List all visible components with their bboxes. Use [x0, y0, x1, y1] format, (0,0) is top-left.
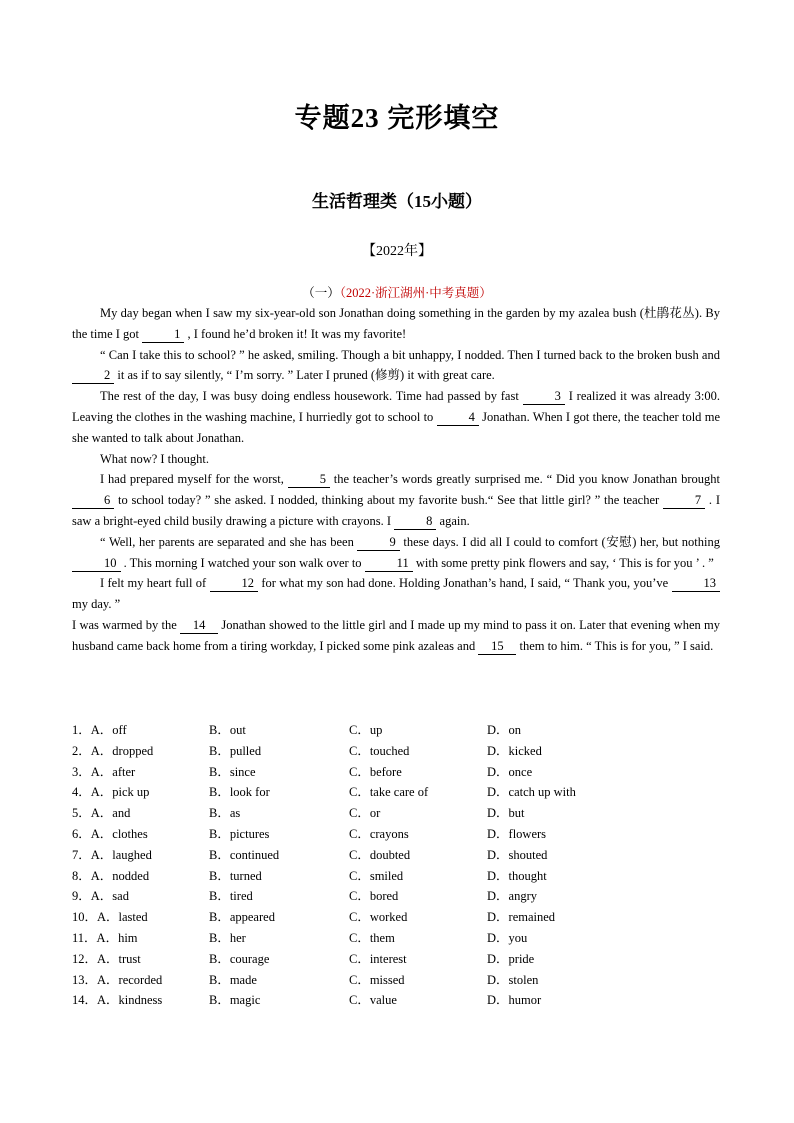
- option-d: D．remained: [487, 910, 556, 925]
- option-a: 1．A．off: [72, 723, 127, 737]
- option-b: B．her: [209, 930, 246, 945]
- option-a: 8．A．nodded: [72, 868, 150, 883]
- option-b: B．pulled: [209, 743, 262, 758]
- blank: 4: [437, 410, 479, 426]
- blank: 11: [365, 556, 413, 572]
- passage-text: again.: [436, 513, 470, 528]
- option-c: C．doubted: [349, 847, 411, 862]
- option-b: B．look for: [209, 785, 270, 800]
- option-c: C．smiled: [349, 868, 404, 883]
- question-number: （一）: [302, 286, 340, 300]
- option-a: 5．A．and: [72, 806, 131, 821]
- passage-paragraph: [72, 345, 720, 387]
- passage-text: Jonathan showed to the little girl and I made up my mind to pass it on. Later that evening when my husband came back home from a tiring workday, I picked some pink azaleas and: [72, 617, 720, 653]
- passage-text: What now? I thought.: [100, 451, 210, 466]
- option-a: 13．A．recorded: [72, 972, 163, 987]
- option-c: C．value: [349, 993, 397, 1008]
- option-d: D．humor: [487, 993, 542, 1008]
- blank: 8: [394, 514, 436, 530]
- section-subtitle: 生活哲理类（15小题）: [312, 192, 482, 211]
- passage-text: it as if to say silently, “ I’m sorry. ” Later I pruned (修剪) it with great care.: [114, 368, 495, 383]
- passage-text: I felt my heart full of: [100, 576, 210, 591]
- year-label: 【2022年】: [362, 244, 432, 259]
- option-row: [72, 866, 722, 887]
- option-b: B．pictures: [209, 826, 270, 841]
- passage-text: them to him. “ This is for you, ” I said.: [516, 638, 714, 653]
- option-d: D．kicked: [487, 743, 542, 758]
- blank: 9: [357, 535, 399, 551]
- option-a: 10．A．lasted: [72, 910, 148, 925]
- option-row: [72, 762, 722, 783]
- option-row: [72, 720, 722, 741]
- passage-paragraph: [72, 303, 720, 345]
- option-row: [72, 990, 722, 1011]
- passage-text: my day. ”: [72, 597, 121, 612]
- blank: 2: [72, 368, 114, 384]
- option-b: B．made: [209, 972, 257, 987]
- passage-paragraph: [72, 449, 720, 470]
- passage-text: Jonathan. When I got there, the teacher told me she wanted to talk about Jonathan.: [72, 409, 720, 445]
- option-d: D．flowers: [487, 826, 547, 841]
- option-row: [72, 949, 722, 970]
- option-c: C．touched: [349, 743, 410, 758]
- option-a: 4．A．pick up: [72, 785, 150, 800]
- option-b: B．turned: [209, 868, 262, 883]
- option-c: C．take care of: [349, 785, 429, 800]
- option-a: 9．A．sad: [72, 889, 129, 904]
- passage-text: with some pretty pink flowers and say, ‘ This is for you ’ . ”: [412, 555, 714, 570]
- passage-text: the teacher’s words greatly surprised me. “ Did you know Jonathan brought: [329, 472, 721, 487]
- option-row: [72, 782, 722, 803]
- passage-text: I was warmed by the: [72, 617, 181, 632]
- option-a: 7．A．laughed: [72, 847, 152, 862]
- blank: 7: [663, 493, 705, 509]
- option-c: C．or: [349, 806, 381, 821]
- answer-options: [72, 720, 722, 1011]
- passage-text: “ Well, her parents are separated and she has been: [100, 534, 358, 549]
- passage-text: I realized it was already 3:00. Leaving the clothes in the washing machine, I hurriedly got to school to: [72, 389, 720, 424]
- option-d: D．thought: [487, 868, 547, 883]
- option-b: B．as: [209, 806, 241, 821]
- blank: 12: [210, 576, 259, 592]
- passage-paragraph: [72, 532, 720, 574]
- option-a: 11．A．him: [72, 930, 138, 945]
- passage-paragraph: [72, 386, 720, 448]
- option-c: C．up: [349, 723, 383, 737]
- option-b: B．appeared: [209, 910, 275, 925]
- option-d: D．stolen: [487, 972, 539, 987]
- option-d: D．pride: [487, 951, 535, 966]
- passage-text: , I found he’d broken it! It was my favorite!: [184, 326, 407, 341]
- option-b: B．continued: [209, 847, 280, 862]
- passage-text: . This morning I watched your son walk over to: [120, 555, 365, 570]
- option-b: B．courage: [209, 951, 270, 966]
- option-row: [72, 886, 722, 907]
- blank: 1: [142, 327, 184, 343]
- passage-paragraph: [72, 615, 720, 657]
- passage-paragraph: [72, 573, 720, 615]
- option-c: C．before: [349, 764, 402, 779]
- option-row: [72, 928, 722, 949]
- option-d: D．catch up with: [487, 785, 576, 800]
- passage-text: . I saw a bright-eyed child busily drawing a picture with crayons. I: [72, 493, 720, 528]
- option-b: B．since: [209, 764, 256, 779]
- passage-text: I had prepared myself for the worst,: [100, 472, 288, 487]
- option-a: 2．A．dropped: [72, 743, 154, 758]
- option-a: 14．A．kindness: [72, 993, 163, 1008]
- cloze-passage: [72, 303, 720, 657]
- option-a: 3．A．after: [72, 764, 136, 779]
- question-source: （2022·浙江湖州·中考真题）: [339, 286, 492, 300]
- passage-paragraph: [72, 469, 720, 531]
- passage-text: The rest of the day, I was busy doing endless housework. Time had passed by fast: [100, 389, 523, 404]
- option-c: C．crayons: [349, 826, 409, 841]
- option-row: [72, 824, 722, 845]
- blank: 14: [180, 618, 218, 634]
- option-d: D．you: [487, 930, 528, 945]
- blank: 15: [478, 639, 516, 655]
- question-heading: [0, 283, 794, 301]
- option-row: [72, 741, 722, 762]
- option-b: B．magic: [209, 993, 261, 1008]
- option-d: D．angry: [487, 889, 537, 904]
- blank: 3: [523, 389, 565, 405]
- passage-text: these days. I did all I could to comfort (安慰) her, but nothing: [399, 534, 720, 549]
- option-row: [72, 845, 722, 866]
- option-row: [72, 803, 722, 824]
- blank: 6: [72, 493, 114, 509]
- passage-text: “ Can I take this to school? ” he asked, smiling. Though a bit unhappy, I nodded. Then I turned back to the broken bush and: [100, 347, 720, 362]
- option-d: D．once: [487, 764, 533, 779]
- blank: 13: [672, 576, 721, 592]
- passage-text: to school today? ” she asked. I nodded, thinking about my favorite bush.“ See that little girl? ” the teacher: [114, 493, 663, 508]
- option-b: B．tired: [209, 889, 253, 904]
- passage-text: for what my son had done. Holding Jonathan’s hand, I said, “ Thank you, you’ve: [258, 576, 672, 591]
- option-b: B．out: [209, 723, 246, 737]
- option-a: 12．A．trust: [72, 951, 141, 966]
- passage-text: My day began when I saw my six-year-old son Jonathan doing something in the garden by my azalea bush (杜鹃花丛). By the time I got: [72, 306, 720, 341]
- option-d: D．on: [487, 723, 522, 737]
- option-d: D．shouted: [487, 847, 548, 862]
- blank: 5: [288, 472, 330, 488]
- option-d: D．but: [487, 806, 525, 821]
- option-c: C．them: [349, 930, 395, 945]
- option-row: [72, 970, 722, 991]
- option-c: C．bored: [349, 889, 399, 904]
- option-c: C．interest: [349, 951, 407, 966]
- page-title: 专题23 完形填空: [294, 103, 500, 133]
- option-c: C．missed: [349, 972, 405, 987]
- option-c: C．worked: [349, 910, 408, 925]
- option-row: [72, 907, 722, 928]
- option-a: 6．A．clothes: [72, 826, 148, 841]
- blank: 10: [72, 556, 121, 572]
